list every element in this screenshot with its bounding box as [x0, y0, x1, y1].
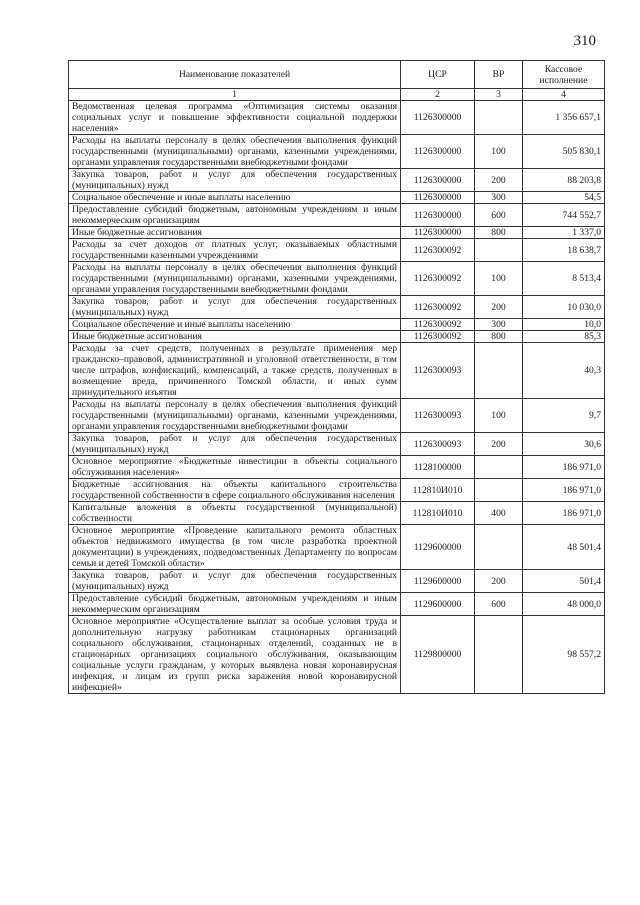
- row-vr-cell: 100: [475, 135, 523, 169]
- row-vr-cell: [475, 343, 523, 399]
- row-name-cell: Предоставление субсидий бюджетным, автономным учреждениям и иным некоммерческим организациям: [69, 593, 401, 616]
- row-name-cell: Ведомственная целевая программа «Оптимизация системы оказания социальных услуг и повышение эффективности социальной поддержки населения»: [69, 101, 401, 135]
- row-amount-cell: 48 000,0: [523, 593, 605, 616]
- table-row: [69, 570, 605, 593]
- row-amount-cell: 505 830,1: [523, 135, 605, 169]
- header-name: Наименование показателей: [69, 61, 401, 89]
- table-row: [69, 331, 605, 343]
- column-number: 1: [69, 89, 401, 101]
- row-csr-cell: 1126300000: [401, 135, 475, 169]
- row-amount-cell: 48 501,4: [523, 525, 605, 570]
- table-row: [69, 502, 605, 525]
- row-name-cell: Социальное обеспечение и иные выплаты населению: [69, 192, 401, 204]
- row-name-cell: Расходы за счет средств, полученных в результате применения мер гражданско–правовой, административной и уголовной ответственности, в том числе штрафов, конфискаций, компенсаций, а также средств, полученных в возмещение вреда, причиненного Томской области, и иных сумм принудительного изъятия: [69, 343, 401, 399]
- table-row: [69, 204, 605, 227]
- row-csr-cell: 1126300093: [401, 399, 475, 433]
- row-amount-cell: 85,3: [523, 331, 605, 343]
- row-csr-cell: 1126300092: [401, 319, 475, 331]
- header-csr: ЦСР: [401, 61, 475, 89]
- header-vr: ВР: [475, 61, 523, 89]
- row-name-cell: Капитальные вложения в объекты государственной (муниципальной) собственности: [69, 502, 401, 525]
- table-row: [69, 239, 605, 262]
- header-amount: Кассовое исполнение: [523, 61, 605, 89]
- table-row: [69, 296, 605, 319]
- row-csr-cell: 1126300000: [401, 227, 475, 239]
- row-amount-cell: 1 337,0: [523, 227, 605, 239]
- row-csr-cell: 1126300000: [401, 101, 475, 135]
- row-vr-cell: 600: [475, 204, 523, 227]
- row-amount-cell: 40,3: [523, 343, 605, 399]
- table-row: [69, 192, 605, 204]
- row-amount-cell: 18 638,7: [523, 239, 605, 262]
- row-csr-cell: 1129600000: [401, 525, 475, 570]
- row-vr-cell: 800: [475, 331, 523, 343]
- row-vr-cell: [475, 525, 523, 570]
- row-amount-cell: 1 356 657,1: [523, 101, 605, 135]
- table-row: [69, 262, 605, 296]
- row-csr-cell: 1126300092: [401, 262, 475, 296]
- row-name-cell: Расходы за счет доходов от платных услуг, оказываемых областными государственными казенными учреждениями: [69, 239, 401, 262]
- row-csr-cell: 1126300000: [401, 204, 475, 227]
- row-vr-cell: [475, 101, 523, 135]
- row-csr-cell: 1126300093: [401, 343, 475, 399]
- row-name-cell: Основное мероприятие «Проведение капитального ремонта областных объектов недвижимого имущества (в том числе разработка проектной документации) в учреждениях, подведомственных Департаменту по вопросам семьи и детей Томской области»: [69, 525, 401, 570]
- table-row: [69, 525, 605, 570]
- row-vr-cell: 600: [475, 593, 523, 616]
- row-amount-cell: 54,5: [523, 192, 605, 204]
- row-vr-cell: [475, 616, 523, 694]
- row-name-cell: Закупка товаров, работ и услуг для обеспечения государственных (муниципальных) нужд: [69, 169, 401, 192]
- table-row: [69, 319, 605, 331]
- row-amount-cell: 30,6: [523, 433, 605, 456]
- row-amount-cell: 9,7: [523, 399, 605, 433]
- table-row: [69, 343, 605, 399]
- column-number-row: [69, 89, 605, 101]
- row-amount-cell: 98 557,2: [523, 616, 605, 694]
- row-csr-cell: 1126300000: [401, 192, 475, 204]
- table-row: [69, 433, 605, 456]
- row-amount-cell: 10 030,0: [523, 296, 605, 319]
- table-row: [69, 101, 605, 135]
- row-csr-cell: 112810И010: [401, 479, 475, 502]
- row-name-cell: Социальное обеспечение и иные выплаты населению: [69, 319, 401, 331]
- table-row: [69, 479, 605, 502]
- table-row: [69, 227, 605, 239]
- row-vr-cell: [475, 479, 523, 502]
- row-amount-cell: 186 971,0: [523, 479, 605, 502]
- column-number: 2: [401, 89, 475, 101]
- row-vr-cell: 200: [475, 296, 523, 319]
- row-vr-cell: 400: [475, 502, 523, 525]
- row-name-cell: Расходы на выплаты персоналу в целях обеспечения выполнения функций государственными (муниципальными) органами, казенными учреждениями, органами управления государственными внебюджетными фондами: [69, 399, 401, 433]
- column-number: 4: [523, 89, 605, 101]
- row-csr-cell: 1126300000: [401, 169, 475, 192]
- row-name-cell: Предоставление субсидий бюджетным, автономным учреждениям и иным некоммерческим организациям: [69, 204, 401, 227]
- row-name-cell: Иные бюджетные ассигнования: [69, 331, 401, 343]
- row-vr-cell: 200: [475, 169, 523, 192]
- row-vr-cell: 200: [475, 433, 523, 456]
- row-name-cell: Закупка товаров, работ и услуг для обеспечения государственных (муниципальных) нужд: [69, 296, 401, 319]
- row-name-cell: Бюджетные ассигнования на объекты капитального строительства государственной собственности в сфере социального обслуживания населения: [69, 479, 401, 502]
- row-name-cell: Расходы на выплаты персоналу в целях обеспечения выполнения функций государственными (муниципальными) органами, казенными учреждениями, органами управления государственными внебюджетными фондами: [69, 262, 401, 296]
- row-csr-cell: 112810И010: [401, 502, 475, 525]
- table-row: [69, 593, 605, 616]
- row-name-cell: Иные бюджетные ассигнования: [69, 227, 401, 239]
- page-number: 310: [573, 33, 596, 49]
- row-vr-cell: 300: [475, 192, 523, 204]
- table-header-row: [69, 61, 605, 89]
- row-vr-cell: [475, 239, 523, 262]
- row-csr-cell: 1129600000: [401, 593, 475, 616]
- row-amount-cell: 8 513,4: [523, 262, 605, 296]
- table-row: [69, 135, 605, 169]
- table-row: [69, 169, 605, 192]
- row-name-cell: Закупка товаров, работ и услуг для обеспечения государственных (муниципальных) нужд: [69, 570, 401, 593]
- table-row: [69, 456, 605, 479]
- row-vr-cell: [475, 456, 523, 479]
- table-row: [69, 399, 605, 433]
- row-csr-cell: 1129800000: [401, 616, 475, 694]
- row-name-cell: Основное мероприятие «Осуществление выплат за особые условия труда и дополнительную нагрузку работникам стационарных организаций социального обслуживания, стационарных отделений, созданных не в стационарных организациях социального обслуживания, оказывающим социальные услуги гражданам, у которых выявлена новая коронавирусная инфекция, и лицам из групп риска заражения новой коронавирусной инфекцией»: [69, 616, 401, 694]
- row-vr-cell: 100: [475, 262, 523, 296]
- row-name-cell: Основное мероприятие «Бюджетные инвестиции в объекты социального обслуживания населения»: [69, 456, 401, 479]
- row-csr-cell: 1128100000: [401, 456, 475, 479]
- row-amount-cell: 88 203,8: [523, 169, 605, 192]
- row-csr-cell: 1126300092: [401, 239, 475, 262]
- row-vr-cell: 800: [475, 227, 523, 239]
- row-csr-cell: 1126300092: [401, 331, 475, 343]
- column-number: 3: [475, 89, 523, 101]
- row-amount-cell: 186 971,0: [523, 502, 605, 525]
- row-vr-cell: 200: [475, 570, 523, 593]
- row-amount-cell: 501,4: [523, 570, 605, 593]
- row-vr-cell: 300: [475, 319, 523, 331]
- table-row: [69, 616, 605, 694]
- row-amount-cell: 744 552,7: [523, 204, 605, 227]
- row-amount-cell: 186 971,0: [523, 456, 605, 479]
- row-vr-cell: 100: [475, 399, 523, 433]
- budget-execution-table: [68, 60, 605, 694]
- row-csr-cell: 1129600000: [401, 570, 475, 593]
- row-csr-cell: 1126300092: [401, 296, 475, 319]
- row-name-cell: Закупка товаров, работ и услуг для обеспечения государственных (муниципальных) нужд: [69, 433, 401, 456]
- row-name-cell: Расходы на выплаты персоналу в целях обеспечения выполнения функций государственными (муниципальными) органами, казенными учреждениями, органами управления государственными внебюджетными фондами: [69, 135, 401, 169]
- row-amount-cell: 10,0: [523, 319, 605, 331]
- row-csr-cell: 1126300093: [401, 433, 475, 456]
